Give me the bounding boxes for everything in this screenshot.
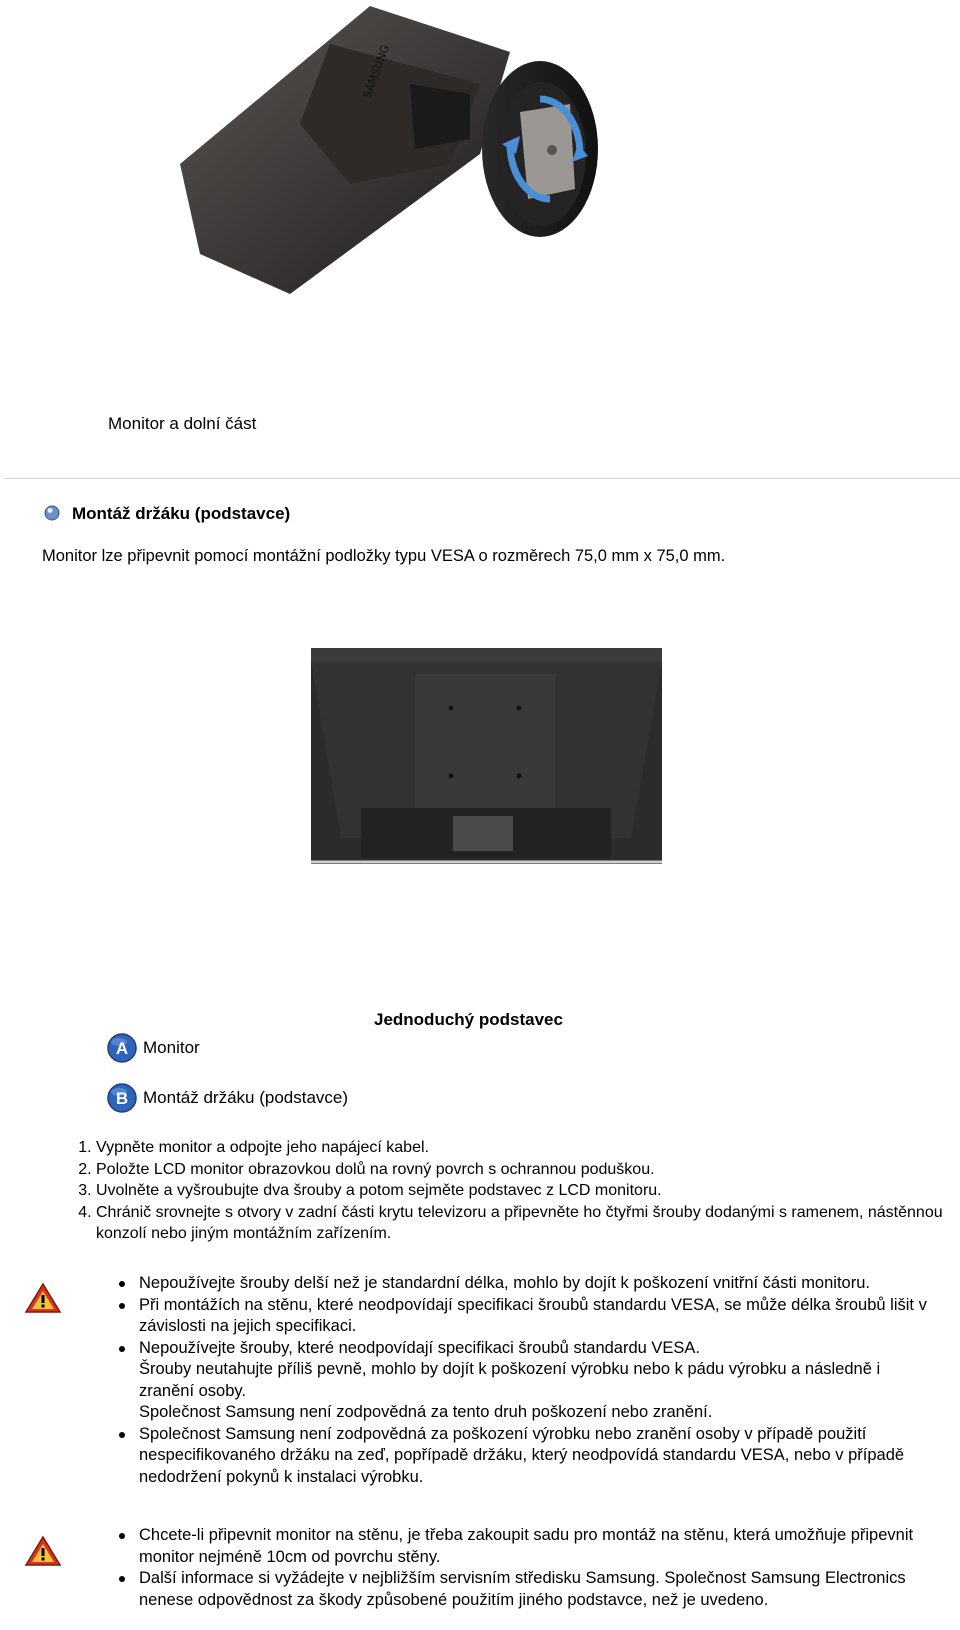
samsung-logo: SAMSUNG [360,42,392,101]
figure-caption: Monitor a dolní část [108,414,257,433]
warning-item [139,1424,939,1489]
warning-text: Společnost Samsung není zodpovědná za tento druh poškození nebo zranění. [139,1403,713,1421]
section-divider [4,478,960,479]
warning-text: Chcete-li připevnit monitor na stěnu, je třeba zakoupit sadu pro montáž na stěnu, která umožňuje připevnit monitor nejméně 10cm od povrchu stěny. [139,1526,914,1566]
badge-a-icon [107,1033,137,1063]
part-a [107,1033,200,1063]
step-item: 1. Vypněte monitor a odpojte jeho napájecí kabel. [96,1137,960,1159]
warning-text: Nepoužívejte šrouby, které neodpovídají specifikaci šroubů standardu VESA. [139,1338,701,1357]
warning-text: Další informace si vyžádejte v nejbližším servisním středisku Samsung. Společnost Samsung Electronics nenese odpovědnost za škody způsobené použitím jiného podstavce, než je uvedeno. [139,1569,906,1609]
warning-text: Společnost Samsung není zodpovědná za poškození výrobku nebo zranění osoby v případě použití nespecifikovaného držáku na zeď, popřípadě držáku, který neodpovídá standardu VESA, nebo v případě nedodržení pokynů k instalaci výrobku. [139,1424,905,1486]
step-item: 2. Položte LCD monitor obrazovkou dolů na rovný povrch s ochrannou poduškou. [96,1159,960,1181]
part-b [107,1083,348,1113]
warnings-list-2 [139,1525,939,1611]
warning-text: Nepoužívejte šrouby delší než je standardní délka, mohlo by dojít k poškození vnitřní části monitoru. [139,1274,870,1292]
monitor-bottom-figure [180,4,640,294]
step-item: 3. Uvolněte a vyšroubujte dva šrouby a potom sejměte podstavec z LCD monitoru. [96,1180,960,1202]
warning-text: Při montážích na stěnu, které neodpovídají specifikaci šroubů standardu VESA, se může délka šroubů lišit v závislosti na jejich specifikaci. [139,1295,927,1335]
warning-icon [24,1535,62,1567]
warning-icon [24,1282,62,1314]
section-intro: Monitor lze připevnit pomocí montážní podložky typu VESA o rozměrech 75,0 mm x 75,0 mm. [42,547,726,565]
section-title: Montáž držáku (podstavce) [72,504,291,523]
warning-item [139,1568,939,1611]
part-b-label: Montáž držáku (podstavce) [143,1088,349,1107]
step-item: 4. Chránič srovnejte s otvory v zadní části krytu televizoru a připevněte ho čtyřmi šrouby dodanými s ramenem, nástěnnou konzolí nebo jiným montážním zařízením. [96,1202,960,1245]
monitor-back-figure [311,648,662,864]
warning-text: Šrouby neutahujte příliš pevně, mohlo by dojít k poškození výrobku nebo k pádu výrobku a následně i zranění osoby. [139,1360,881,1400]
steps-list [48,1137,960,1245]
part-a-label: Monitor [143,1038,200,1057]
badge-b-icon [107,1083,137,1113]
warning-item [139,1295,939,1338]
warning-item [139,1525,939,1568]
stand-title: Jednoduchý podstavec [374,1010,563,1029]
warnings-list-1 [139,1273,939,1488]
badge-a-letter: A [115,1039,129,1058]
badge-b-letter: B [115,1089,129,1108]
warning-item [139,1338,939,1424]
bullet-sphere-icon [44,505,60,521]
warning-item [139,1273,939,1295]
